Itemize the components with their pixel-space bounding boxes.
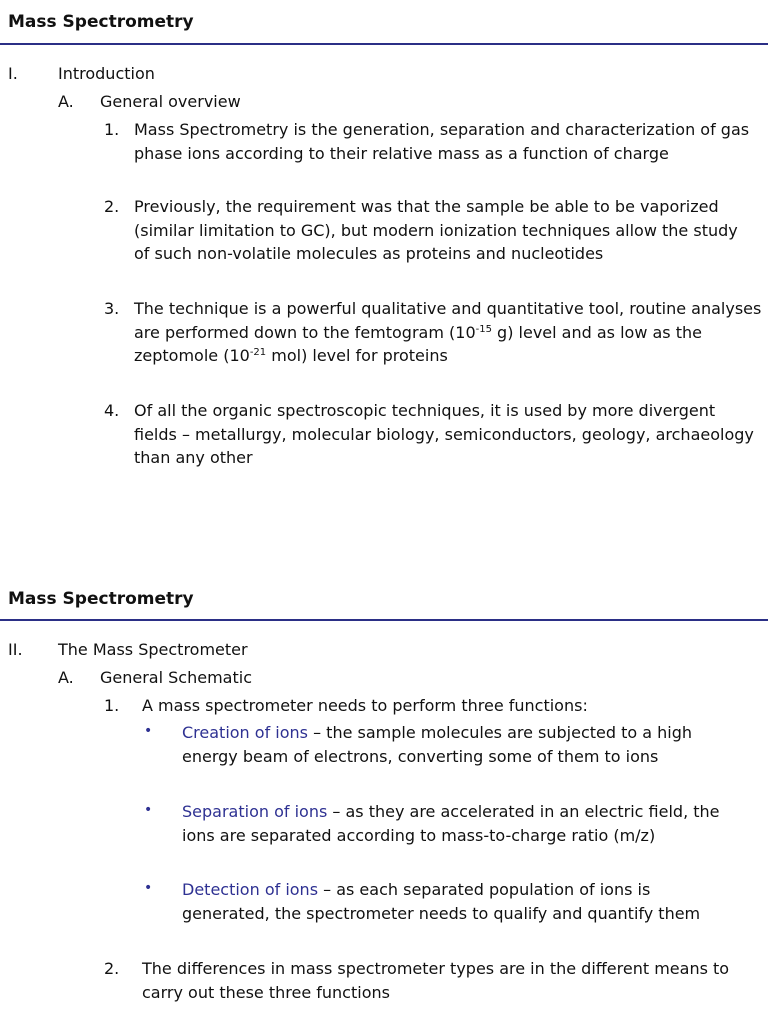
slide-title: Mass Spectrometry [8, 589, 194, 609]
bullet-term: Creation of ions [182, 723, 308, 742]
subheading-letter: A. [58, 92, 74, 111]
bullet-icon: • [144, 723, 153, 739]
title-rule [0, 619, 768, 621]
heading: Introduction [58, 64, 155, 83]
title-rule [0, 43, 768, 45]
subheading: General Schematic [100, 668, 252, 687]
heading-number: I. [8, 64, 18, 83]
item-number: 1. [104, 120, 120, 139]
bullet-term: Separation of ions [182, 802, 328, 821]
bullet-icon: • [144, 880, 153, 896]
superscript: -21 [249, 347, 267, 358]
bullet-item [182, 800, 757, 847]
slide-title: Mass Spectrometry [8, 12, 194, 32]
bullet-item [182, 878, 742, 925]
heading-number: II. [8, 640, 23, 659]
text-segment: mol) level for proteins [266, 346, 448, 365]
item-number: 2. [104, 197, 120, 216]
bullet-item [182, 721, 752, 768]
text-segment: g) level and as low as the zeptomole (10 [134, 322, 702, 365]
item-number: 4. [104, 401, 120, 420]
text-segment: The technique is a powerful qualitative and quantitative tool, routine analyses are performed down to the femtogram (10 [134, 299, 762, 342]
list-item: Previously, the requirement was that the sample be able to be vaporized (similar limitation to GC), but modern ionization techniques allow the study of such non-volatile molecules as proteins and nucleotides [134, 197, 738, 263]
list-item: The differences in mass spectrometer types are in the different means to carry out these three functions [142, 959, 730, 1002]
list-item: Mass Spectrometry is the generation, separation and characterization of gas phase ions according to their relative mass as a function of charge [134, 120, 750, 163]
heading: The Mass Spectrometer [58, 640, 248, 659]
list-item: Of all the organic spectroscopic techniques, it is used by more divergent fields – metallurgy, molecular biology, semiconductors, geology, archaeology than any other [134, 401, 754, 467]
item-number: 1. [104, 696, 120, 715]
bullet-term: Detection of ions [182, 880, 319, 899]
bullet-icon: • [144, 802, 153, 818]
bullet-text: – the sample molecules are subjected to a high energy beam of electrons, converting some of them to ions [182, 723, 693, 766]
item-number: 2. [104, 959, 120, 978]
bullet-text: – as they are accelerated in an electric field, the ions are separated according to mass-to-charge ratio (m/z) [182, 802, 720, 845]
subheading: General overview [100, 92, 241, 111]
item-number: 3. [104, 299, 120, 318]
list-item [134, 297, 764, 368]
subheading-letter: A. [58, 668, 74, 687]
list-item: A mass spectrometer needs to perform three functions: [142, 696, 588, 715]
superscript: -15 [475, 323, 492, 335]
bullet-text: – as each separated population of ions is generated, the spectrometer needs to qualify and quantify them [182, 880, 701, 923]
